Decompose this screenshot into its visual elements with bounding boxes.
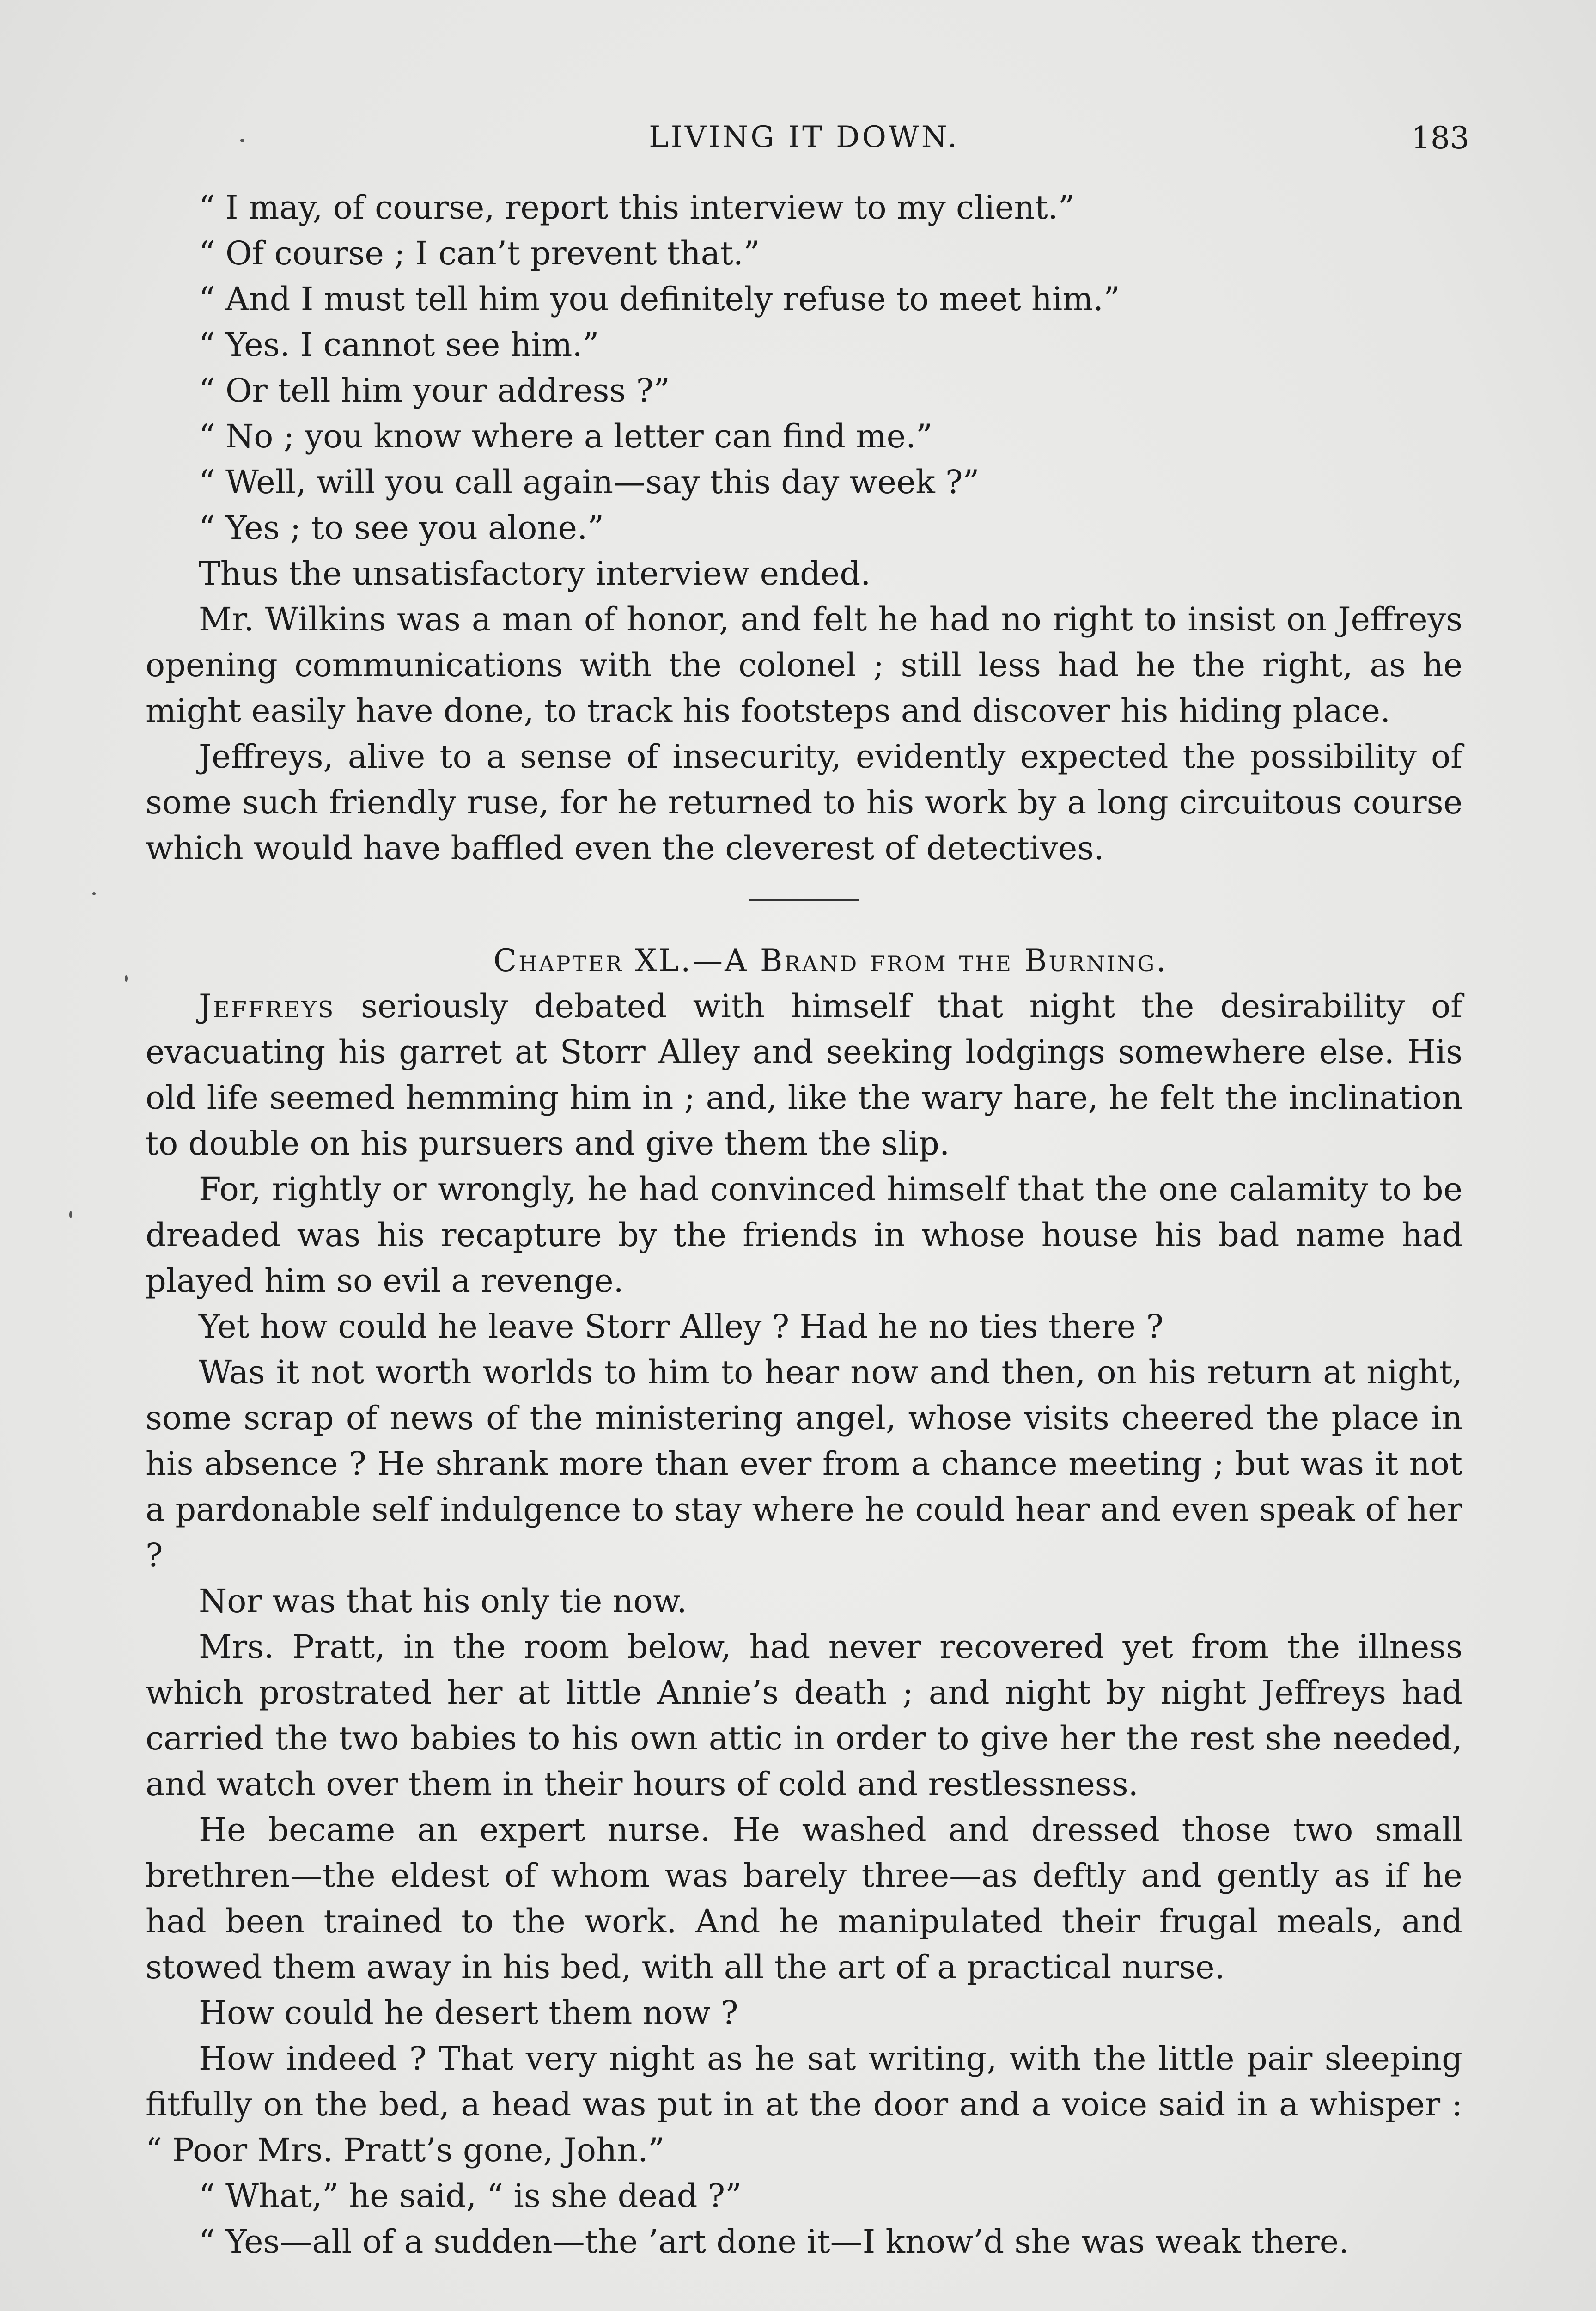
paragraph: Yet how could he leave Storr Alley ? Had he no ties there ? [199, 1308, 1163, 1345]
chapter-heading: Chapter XL.—A Brand from the Burning. [493, 943, 1168, 978]
paragraph: “ What,” he said, “ is she dead ?” [199, 2177, 742, 2215]
chapter-lead-word: Jeffreys [199, 987, 335, 1025]
page-number: 183 [1411, 120, 1469, 156]
paragraph: “ Of course ; I can’t prevent that.” [199, 234, 760, 272]
chapter-opening-paragraph [146, 984, 1462, 1167]
body-text [146, 185, 1462, 2265]
chapter-opening-text: seriously debated with himself that night the desirability of evacuating his garret at Storr Alley and seeking lodgings somewhere else. His old life seemed hemming him in ; and, like the wary hare, he felt the inclination to double on his pursuers and give them the slip. [146, 987, 1462, 1162]
paragraph: Thus the unsatisfactory interview ended. [199, 555, 871, 593]
paragraph: For, rightly or wrongly, he had convinced himself that the one calamity to be dreaded was his recapture by the friends in whose house his bad name had played him so evil a revenge. [146, 1170, 1462, 1300]
print-speck [69, 1211, 72, 1218]
print-speck [240, 139, 244, 142]
paragraph: Nor was that his only tie now. [199, 1582, 687, 1620]
paragraph: Was it not worth worlds to him to hear now and then, on his return at night, some scrap of news of the ministering angel, whose visits cheered the place in his absence ? He shrank more than ever from a chance meeting ; but was it not a pardonable self indulgence to stay where he could hear and even speak of her ? [146, 1353, 1462, 1574]
paragraph: He became an expert nurse. He washed and dressed those two small brethren—the eldest of whom was barely three—as deftly and gently as if he had been trained to the work. And he manipulated their frugal meals, and stowed them away in his bed, with all the art of a practical nurse. [146, 1811, 1462, 1986]
print-speck [92, 892, 96, 895]
paragraph: Jeffreys, alive to a sense of insecurity, evidently expected the possibility of some such friendly ruse, for he returned to his work by a long circuitous course which would have baffled even the cleverest of detectives. [146, 738, 1462, 867]
paragraph: “ Yes ; to see you alone.” [199, 509, 604, 547]
paragraph: “ Or tell him your address ?” [199, 372, 670, 410]
paragraph: Mrs. Pratt, in the room below, had never recovered yet from the illness which prostrated her at little Annie’s death ; and night by night Jeffreys had carried the two babies to his own attic in order to give her the rest she needed, and watch over them in their hours of cold and restlessness. [146, 1628, 1462, 1803]
paragraph: Mr. Wilkins was a man of honor, and felt he had no right to insist on Jeffreys opening communications with the colonel ; still less had he the right, as he might easily have done, to track his footsteps and discover his hiding place. [146, 600, 1462, 730]
section-divider [749, 899, 859, 901]
paragraph: “ I may, of course, report this interview to my client.” [199, 189, 1075, 226]
paragraph: “ And I must tell him you definitely refuse to meet him.” [199, 280, 1120, 318]
paragraph: “ Yes. I cannot see him.” [199, 326, 599, 364]
paragraph: How indeed ? That very night as he sat writing, with the little pair sleeping fitfully on the bed, a head was put in at the door and a voice said in a whisper : “ Poor Mrs. Pratt’s gone, John.” [146, 2040, 1462, 2169]
page-header [139, 116, 1469, 157]
paragraph: “ No ; you know where a letter can find me.” [199, 417, 933, 455]
paragraph: How could he desert them now ? [199, 1994, 738, 2032]
print-speck [125, 975, 128, 982]
paragraph: “ Yes—all of a sudden—the ’art done it—I know’d she was weak there. [199, 2223, 1349, 2261]
paragraph: “ Well, will you call again—say this day week ?” [199, 463, 980, 501]
running-title: LIVING IT DOWN. [649, 120, 959, 154]
